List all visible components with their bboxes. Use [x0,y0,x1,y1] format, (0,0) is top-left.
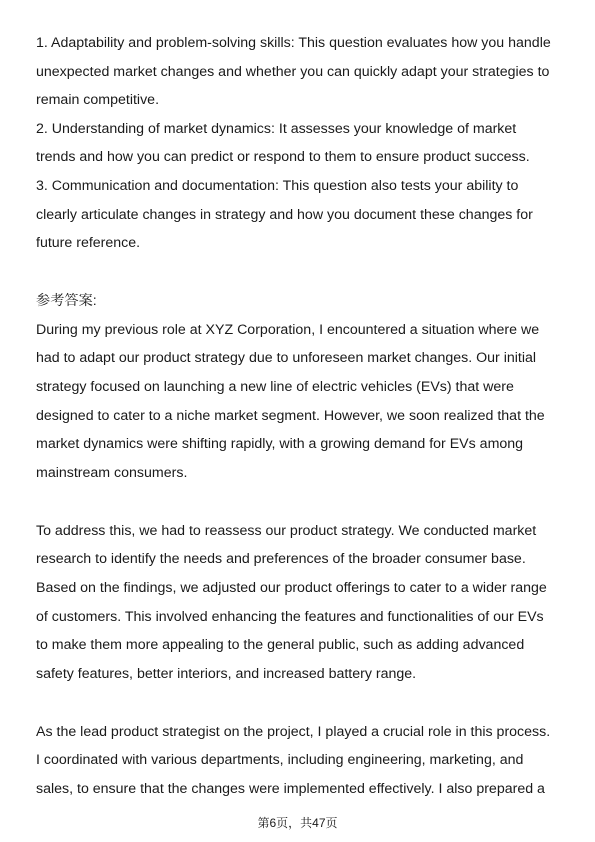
criteria-line: trends and how you can predict or respond to them to ensure product success. [36,149,530,165]
paragraph-line: To address this, we had to reassess our product strategy. We conducted market [36,523,537,539]
paragraph-line: research to identify the needs and preferences of the broader consumer base. [36,551,526,567]
paragraph-line: As the lead product strategist on the project, I played a crucial role in this process. [36,724,551,740]
paragraph-line: had to adapt our product strategy due to unforeseen market changes. Our initial [36,350,537,366]
paragraph-line: strategy focused on launching a new line of electric vehicles (EVs) that were [36,379,514,395]
paragraph-line: sales, to ensure that the changes were implemented effectively. I also prepared a [36,781,545,797]
paragraph-line: I coordinated with various departments, including engineering, marketing, and [36,752,524,768]
answer-heading: 参考答案: [36,293,97,309]
criteria-line: 3. Communication and documentation: This question also tests your ability to [36,178,519,194]
paragraph-line: During my previous role at XYZ Corporation, I encountered a situation where we [36,322,540,338]
paragraph-line: to make them more appealing to the general public, such as adding advanced [36,637,525,653]
paragraph-line: Based on the findings, we adjusted our product offerings to cater to a wider range [36,580,547,596]
criteria-line: future reference. [36,235,141,251]
paragraph-line: of customers. This involved enhancing the features and functionalities of our EVs [36,609,544,625]
paragraph-line: mainstream consumers. [36,465,188,481]
criteria-line: remain competitive. [36,92,160,108]
paragraph-line: designed to cater to a niche market segment. However, we soon realized that the [36,408,545,424]
criteria-line: clearly articulate changes in strategy and how you document these changes for [36,207,533,223]
paragraph-line: market dynamics were shifting rapidly, with a growing demand for EVs among [36,436,524,452]
page-number-footer: 第6页，共47页 [257,816,338,830]
criteria-line: 1. Adaptability and problem-solving skills: This question evaluates how you handle [36,35,551,51]
paragraph-line: safety features, better interiors, and increased battery range. [36,666,417,682]
criteria-line: 2. Understanding of market dynamics: It assesses your knowledge of market [36,121,517,137]
criteria-line: unexpected market changes and whether you can quickly adapt your strategies to [36,64,550,80]
